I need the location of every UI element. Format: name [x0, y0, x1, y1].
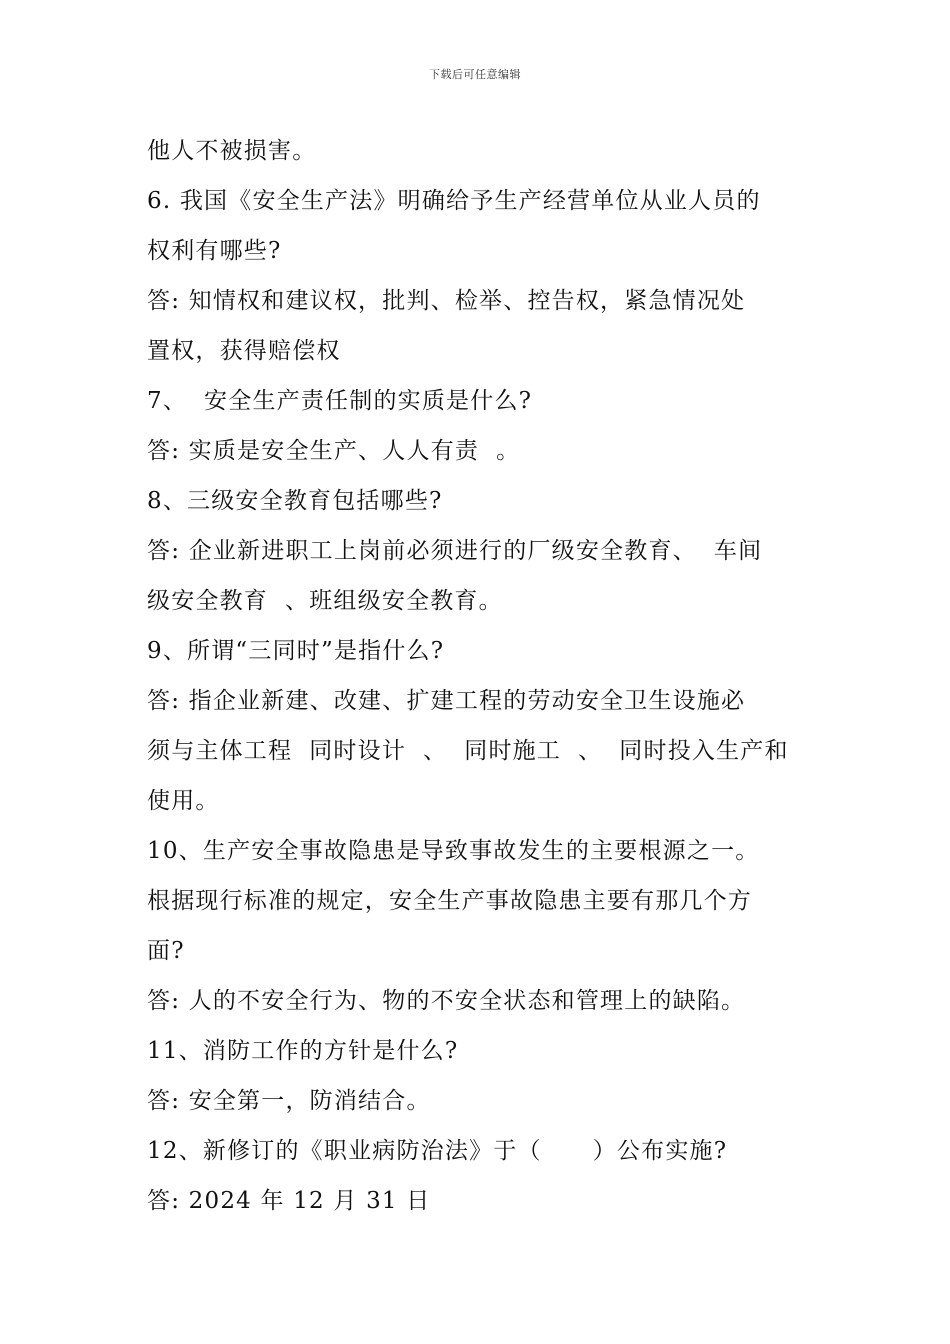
text-line: 他人不被损害。: [147, 138, 317, 164]
answer-12: 答: 2024 年 12 月 31 日: [147, 1188, 431, 1214]
answer-9-line-1: 答: 指企业新建、改建、扩建工程的劳动安全卫生设施必: [147, 688, 746, 714]
question-12: 12、新修订的《职业病防治法》于（ ）公布实施?: [147, 1138, 728, 1164]
page-header: 下载后可任意编辑: [429, 68, 521, 81]
question-11: 11、消防工作的方针是什么?: [147, 1038, 459, 1064]
question-6-line-2: 权利有哪些?: [147, 238, 282, 264]
answer-10: 答: 人的不安全行为、物的不安全状态和管理上的缺陷。: [147, 988, 746, 1014]
question-10-line-2: 根据现行标准的规定，安全生产事故隐患主要有那几个方: [147, 888, 752, 914]
question-6-line-1: 6. 我国《安全生产法》明确给予生产经营单位从业人员的: [147, 188, 761, 214]
question-7: 7、 安全生产责任制的实质是什么?: [147, 388, 533, 414]
answer-8-line-1: 答: 企业新进职工上岗前必须进行的厂级安全教育、 车间: [147, 538, 763, 564]
answer-9-line-3: 使用。: [147, 788, 220, 814]
answer-7: 答: 实质是安全生产、人人有责 。: [147, 438, 521, 464]
question-10-line-1: 10、生产安全事故隐患是导致事故发生的主要根源之一。: [147, 838, 760, 864]
answer-6-line-1: 答: 知情权和建议权，批判、检举、控告权，紧急情况处: [147, 288, 746, 314]
question-9: 9、所谓“三同时”是指什么?: [147, 638, 445, 664]
answer-9-line-2: 须与主体工程 同时设计 、 同时施工 、 同时投入生产和: [147, 738, 789, 764]
answer-6-line-2: 置权，获得赔偿权: [147, 338, 341, 364]
answer-11: 答: 安全第一，防消结合。: [147, 1088, 431, 1114]
document-body: [147, 126, 812, 1226]
question-10-line-3: 面?: [147, 938, 185, 964]
question-8: 8、三级安全教育包括哪些?: [147, 488, 443, 514]
answer-8-line-2: 级安全教育 、班组级安全教育。: [147, 588, 503, 614]
